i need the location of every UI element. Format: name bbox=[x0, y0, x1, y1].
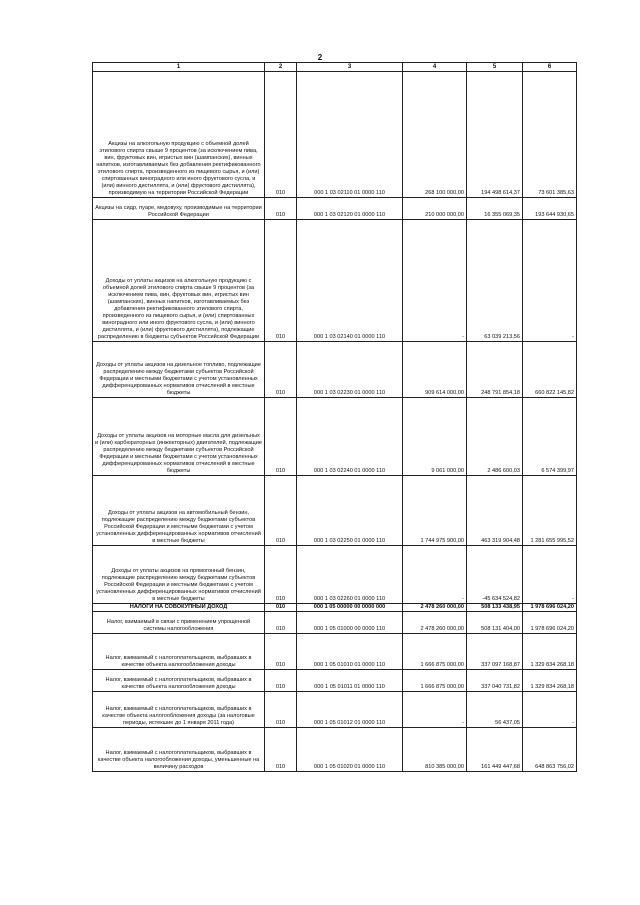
executed-amount-cell: 508 133 438,95 bbox=[467, 604, 523, 612]
budget-code-cell: 000 1 03 02140 01 0000 110 bbox=[297, 220, 403, 342]
budget-code-cell: 000 1 05 01010 01 0000 110 bbox=[297, 634, 403, 670]
budget-code-cell: 000 1 05 00000 00 0000 000 bbox=[297, 604, 403, 612]
table-row bbox=[93, 546, 577, 604]
income-name-cell: Налог, взимаемый с налогоплательщиков, выбравших в качестве объекта налогообложения доходы, уменьшенные на величину расходов bbox=[93, 728, 265, 772]
column-header: 1 bbox=[93, 63, 265, 72]
income-name-cell: Акцизы на сидр, пуаре, медовуху, производимые на территории Российской Федерации bbox=[93, 198, 265, 220]
table-row bbox=[93, 634, 577, 670]
approved-amount-cell: 1 666 875 000,00 bbox=[403, 670, 467, 692]
budget-code-cell: 000 1 03 02260 01 0000 110 bbox=[297, 546, 403, 604]
budget-code-cell: 000 1 05 01000 00 0000 110 bbox=[297, 612, 403, 634]
income-name-cell: Акцизы на алкогольную продукцию с объемной долей этилового спирта свыше 9 процентов (за исключением пива, вин, фруктовых вин, игристых вин (шампанских), винных напитков, изготавливаемых без добавления ректификованного этилового спирта, произведенного из пищевого сырья, и (или) спиртованных виноградного или иного фруктового сусла, и (или) винного дистиллята, и (или) фруктового дистиллята), производимую на территории Российской Федерации bbox=[93, 72, 265, 198]
executed-amount-cell: 16 355 069,35 bbox=[467, 198, 523, 220]
unexecuted-amount-cell: 73 601 385,63 bbox=[523, 72, 577, 198]
budget-code-cell: 000 1 03 02250 01 0000 110 bbox=[297, 476, 403, 546]
budget-code-cell: 000 1 03 02240 01 0000 110 bbox=[297, 398, 403, 476]
income-name-cell: Налог, взимаемый с налогоплательщиков, выбравших в качестве объекта налогообложения доходы bbox=[93, 670, 265, 692]
unexecuted-amount-cell: 6 574 399,97 bbox=[523, 398, 577, 476]
executed-amount-cell: -45 634 524,82 bbox=[467, 546, 523, 604]
executed-amount-cell: 337 097 168,87 bbox=[467, 634, 523, 670]
line-code-cell: 010 bbox=[265, 220, 297, 342]
executed-amount-cell: 161 449 447,68 bbox=[467, 728, 523, 772]
line-code-cell: 010 bbox=[265, 728, 297, 772]
line-code-cell: 010 bbox=[265, 342, 297, 398]
table-row bbox=[93, 342, 577, 398]
income-name-cell: Доходы от уплаты акцизов на алкогольную продукцию с объемной долей этилового спирта свыше 9 процентов (за исключением пива, вин, фруктовых вин, игристых вин (шампанских), винных напитков, изготавливаемых без добавления ректификованного этилового спирта, произведенного из пищевого сырья, и (или) спиртованных виноградного или иного фруктового сусла, и (или) винного дистиллята, и (или) фруктового дистиллята), подлежащие распределению в бюджеты субъектов Российской Федерации bbox=[93, 220, 265, 342]
income-name-cell: Доходы от уплаты акцизов на прямогонный бензин, подлежащие распределению между бюджетами субъектов Российской Федерации и местными бюджетами с учетом установленных дифференцированных нормативов отчислений в местные бюджеты bbox=[93, 546, 265, 604]
executed-amount-cell: 2 486 600,03 bbox=[467, 398, 523, 476]
budget-code-cell: 000 1 03 02120 01 0000 110 bbox=[297, 198, 403, 220]
approved-amount-cell: 2 478 260 000,00 bbox=[403, 604, 467, 612]
approved-amount-cell: 2 478 260 000,00 bbox=[403, 612, 467, 634]
table-row bbox=[93, 692, 577, 728]
table-row bbox=[93, 72, 577, 198]
approved-amount-cell: 268 100 000,00 bbox=[403, 72, 467, 198]
budget-code-cell: 000 1 05 01020 01 0000 110 bbox=[297, 728, 403, 772]
unexecuted-amount-cell: - bbox=[523, 692, 577, 728]
income-name-cell: Доходы от уплаты акцизов на автомобильный бензин, подлежащие распределению между бюджетами субъектов Российской Федерации и местными бюджетами с учетом установленных дифференцированных нормативов отчислений в местные бюджеты bbox=[93, 476, 265, 546]
table-row bbox=[93, 612, 577, 634]
table-row bbox=[93, 728, 577, 772]
line-code-cell: 010 bbox=[265, 546, 297, 604]
unexecuted-amount-cell: - bbox=[523, 546, 577, 604]
income-name-cell: Налог, взимаемый с налогоплательщиков, выбравших в качестве объекта налогообложения доходы (за налоговые периоды, истекшие до 1 января 2011 года) bbox=[93, 692, 265, 728]
table-row bbox=[93, 670, 577, 692]
column-header: 3 bbox=[297, 63, 403, 72]
table-row bbox=[93, 220, 577, 342]
approved-amount-cell: 1 666 875 000,00 bbox=[403, 634, 467, 670]
line-code-cell: 010 bbox=[265, 634, 297, 670]
table-row bbox=[93, 604, 577, 612]
line-code-cell: 010 bbox=[265, 72, 297, 198]
income-name-cell: НАЛОГИ НА СОВОКУПНЫЙ ДОХОД bbox=[93, 604, 265, 612]
line-code-cell: 010 bbox=[265, 398, 297, 476]
approved-amount-cell: - bbox=[403, 220, 467, 342]
approved-amount-cell: - bbox=[403, 692, 467, 728]
unexecuted-amount-cell: 1 978 696 024,20 bbox=[523, 612, 577, 634]
line-code-cell: 010 bbox=[265, 198, 297, 220]
unexecuted-amount-cell: 1 978 696 024,20 bbox=[523, 604, 577, 612]
column-number-row bbox=[93, 63, 577, 72]
executed-amount-cell: 194 498 614,37 bbox=[467, 72, 523, 198]
executed-amount-cell: 248 791 854,18 bbox=[467, 342, 523, 398]
executed-amount-cell: 63 039 213,56 bbox=[467, 220, 523, 342]
approved-amount-cell: 909 614 000,00 bbox=[403, 342, 467, 398]
income-name-cell: Доходы от уплаты акцизов на дизельное топливо, подлежащие распределению между бюджетами субъектов Российской Федерации и местными бюджетами с учетом установленных дифференцированных нормативов отчислений в местные бюджеты bbox=[93, 342, 265, 398]
approved-amount-cell: 210 000 000,00 bbox=[403, 198, 467, 220]
unexecuted-amount-cell: 660 822 145,82 bbox=[523, 342, 577, 398]
page-number: 2 bbox=[317, 53, 323, 62]
table-row bbox=[93, 198, 577, 220]
executed-amount-cell: 463 319 904,48 bbox=[467, 476, 523, 546]
income-name-cell: Налог, взимаемый с налогоплательщиков, выбравших в качестве объекта налогообложения доходы bbox=[93, 634, 265, 670]
income-report-table bbox=[92, 62, 577, 772]
unexecuted-amount-cell: 1 281 655 995,52 bbox=[523, 476, 577, 546]
approved-amount-cell: - bbox=[403, 546, 467, 604]
budget-code-cell: 000 1 05 01012 01 0000 110 bbox=[297, 692, 403, 728]
unexecuted-amount-cell: 648 863 756,02 bbox=[523, 728, 577, 772]
approved-amount-cell: 9 061 000,00 bbox=[403, 398, 467, 476]
executed-amount-cell: 56 437,05 bbox=[467, 692, 523, 728]
budget-code-cell: 000 1 03 02110 01 0000 110 bbox=[297, 72, 403, 198]
line-code-cell: 010 bbox=[265, 612, 297, 634]
line-code-cell: 010 bbox=[265, 670, 297, 692]
line-code-cell: 010 bbox=[265, 604, 297, 612]
column-header: 6 bbox=[523, 63, 577, 72]
table-row bbox=[93, 476, 577, 546]
income-name-cell: Доходы от уплаты акцизов на моторные масла для дизельных и (или) карбюраторных (инжекторных) двигателей, подлежащие распределению между бюджетами субъектов Российской Федерации и местными бюджетами с учетом установленных дифференцированных нормативов отчислений в местные бюджеты bbox=[93, 398, 265, 476]
line-code-cell: 010 bbox=[265, 476, 297, 546]
budget-code-cell: 000 1 03 02230 01 0000 110 bbox=[297, 342, 403, 398]
executed-amount-cell: 337 040 731,82 bbox=[467, 670, 523, 692]
column-header: 2 bbox=[265, 63, 297, 72]
income-name-cell: Налог, взимаемый в связи с применением упрощенной системы налогообложения bbox=[93, 612, 265, 634]
executed-amount-cell: 508 131 404,00 bbox=[467, 612, 523, 634]
table-row bbox=[93, 398, 577, 476]
column-header: 4 bbox=[403, 63, 467, 72]
unexecuted-amount-cell: 1 329 834 268,18 bbox=[523, 670, 577, 692]
approved-amount-cell: 810 385 000,00 bbox=[403, 728, 467, 772]
line-code-cell: 010 bbox=[265, 692, 297, 728]
budget-code-cell: 000 1 05 01011 01 0000 110 bbox=[297, 670, 403, 692]
unexecuted-amount-cell: - bbox=[523, 220, 577, 342]
column-header: 5 bbox=[467, 63, 523, 72]
unexecuted-amount-cell: 1 329 834 268,18 bbox=[523, 634, 577, 670]
unexecuted-amount-cell: 193 644 930,65 bbox=[523, 198, 577, 220]
approved-amount-cell: 1 744 975 900,00 bbox=[403, 476, 467, 546]
